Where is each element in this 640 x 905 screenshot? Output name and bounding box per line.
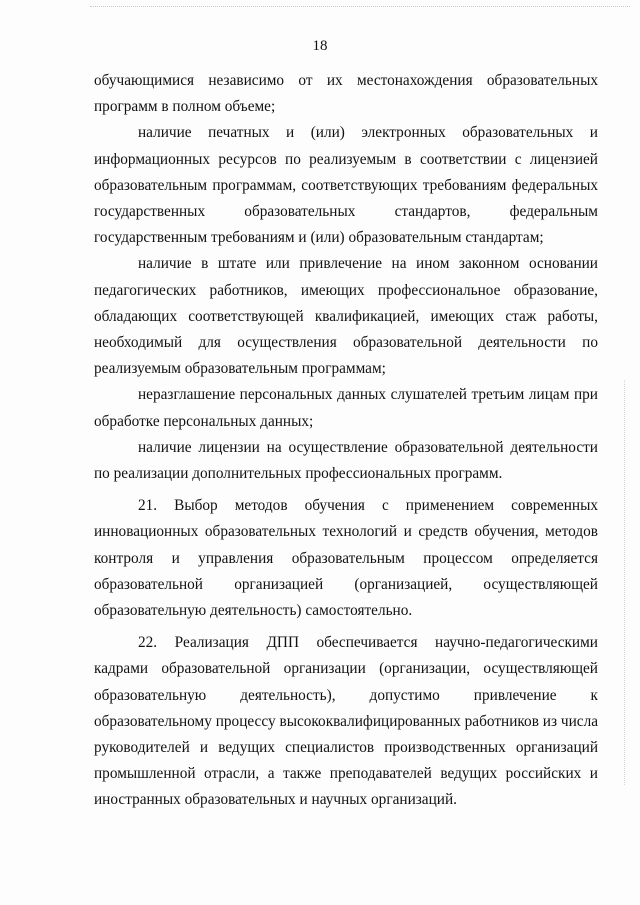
- scan-edge-right: [624, 380, 626, 785]
- paragraph-continuation: обучающимися независимо от их местонахождения образовательных программ в полном объеме;: [94, 72, 598, 116]
- paragraph-license: наличие лицензии на осуществление образовательной деятельности по реализации дополнительных профессиональных программ.: [94, 438, 598, 483]
- paragraph-item-21: 21. Выбор методов обучения с применением современных инновационных образовательных технологий и средств обучения, методов контроля и управления образовательным процессом определяется образовательной организацией (организацией, осуществляющей образовательную деятельность) самостоятельно.: [94, 497, 598, 620]
- paragraph-item-22: 22. Реализация ДПП обеспечивается научно-педагогическими кадрами образовательной организации (организации, осуществляющей образовательную деятельность), допустимо привлечение к образовательному процессу высококвалифицированных работников из числа руководителей и ведущих специалистов производственных организаций промышленной отрасли, а также преподавателей ведущих российских и иностранных образовательных и научных организаций.: [94, 634, 598, 809]
- paragraph-resources: наличие печатных и (или) электронных образовательных и информационных ресурсов по реализуемым в соответствии с лицензией образовательным программам, соответствующих требованиям федеральных государственных образовательных стандартов, федеральным государственным требованиям и (или) образовательным стандартам;: [94, 124, 598, 247]
- document-body: [94, 68, 598, 814]
- scan-edge-top: [90, 6, 630, 8]
- paragraph-personal-data: неразглашение персональных данных слушателей третьим лицам при обработке персональных данных;: [94, 386, 598, 430]
- paragraph-staff: наличие в штате или привлечение на ином законном основании педагогических работников, имеющих профессиональное образование, обладающих соответствующей квалификацией, имеющих стаж работы, необходимый для осуществления образовательной деятельности по реализуемым образовательным программам;: [94, 255, 598, 378]
- page-number: 18: [312, 38, 328, 54]
